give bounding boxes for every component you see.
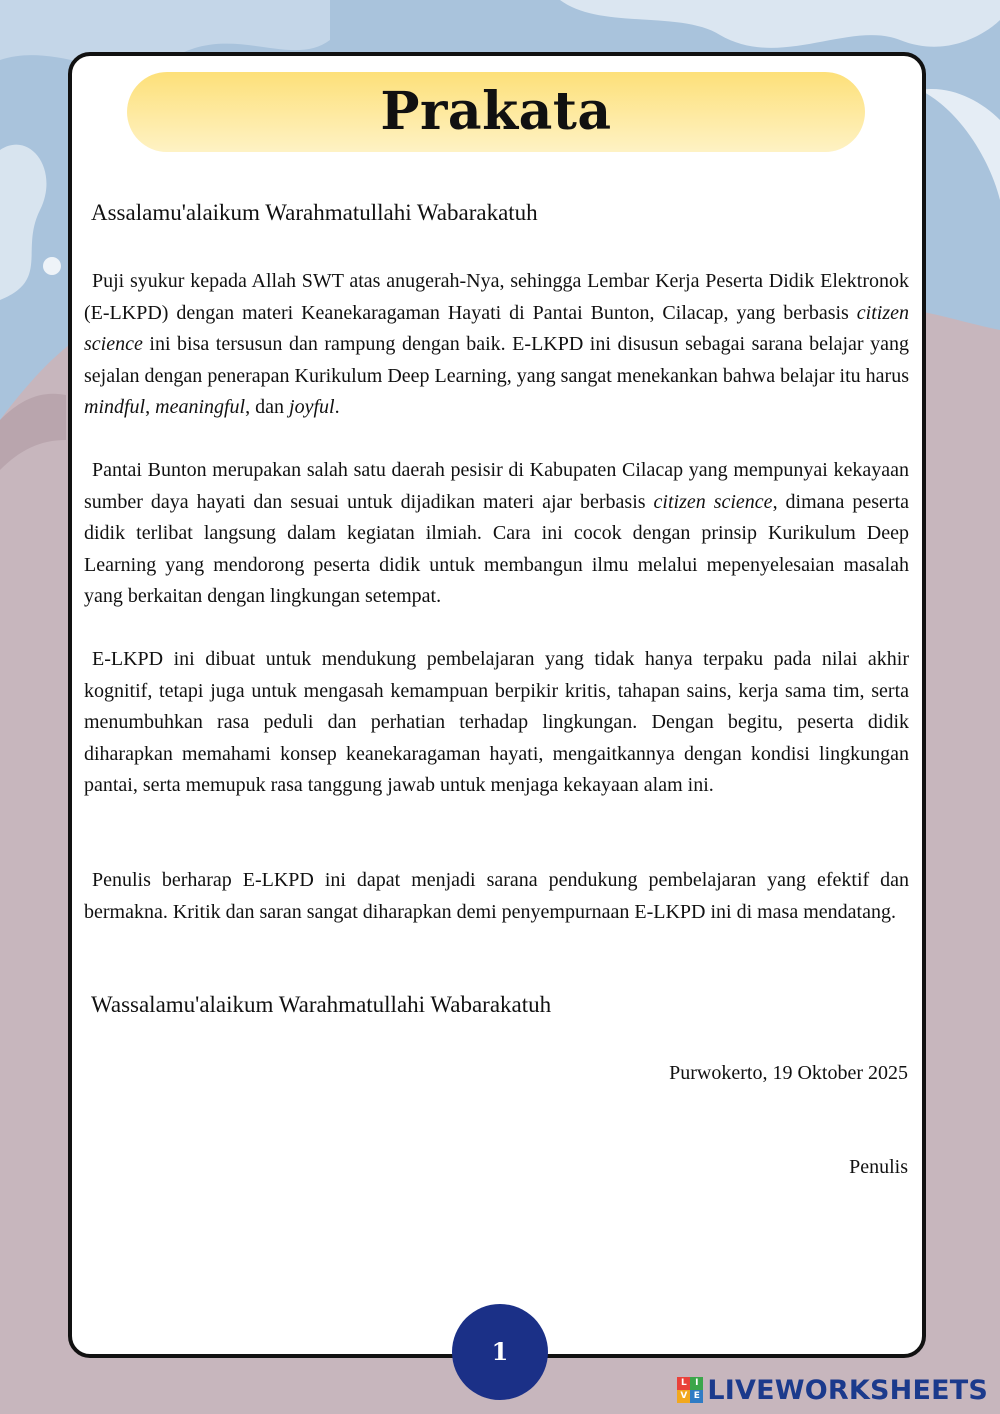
- p1-text-c: ini bisa tersusun dan rampung dengan baik. E-LKPD ini disusun sebagai sarana belajar yang sejalan dengan penerapan Kurikulum Deep Learning, yang sangat menekankan bahwa belajar itu harus: [84, 333, 909, 387]
- logo-letter-e: E: [690, 1390, 703, 1403]
- p1-italic-joyful: joyful: [289, 396, 335, 418]
- paragraph-3: [84, 644, 909, 802]
- p1-italic-citizen-science: citizen science: [84, 301, 909, 355]
- paragraph-2: [84, 455, 909, 613]
- liveworksheets-brand[interactable]: [677, 1372, 988, 1408]
- p1-italic-meaningful: meaningful: [155, 396, 246, 418]
- page-number: 1: [452, 1304, 548, 1400]
- logo-letter-i: I: [690, 1377, 703, 1390]
- p1-text-a: Puji syukur kepada Allah SWT atas anugerah-Nya, sehingga Lembar Kerja Peserta Didik Elektronok (E-LKPD) dengan materi Keanekaragaman Hayati di Pantai Bunton, Cilacap, yang berbasis: [84, 270, 909, 324]
- paragraph-4: [84, 865, 909, 928]
- logo-letter-v: V: [677, 1390, 690, 1403]
- liveworksheets-logo-icon: [677, 1377, 703, 1403]
- p2-text-a: Pantai Bunton merupakan salah satu daerah pesisir di Kabupaten Cilacap yang mempunyai kekayaan sumber daya hayati dan sesuai untuk dijadikan materi ajar berbasis: [84, 459, 909, 513]
- p1-italic-mindful: mindful: [84, 396, 146, 418]
- page-title: Prakata: [380, 81, 612, 142]
- paragraph-1: [84, 266, 909, 424]
- liveworksheets-wordmark: LIVEWORKSHEETS: [707, 1374, 988, 1406]
- p2-text-c: , dimana peserta didik terlibat langsung dalam kegiatan ilmiah. Cara ini cocok dengan prinsip Kurikulum Deep Learning yang mendorong peserta didik untuk membangun ilmu melalui mepenyelesaian masalah yang berkaitan dengan lingkungan setempat.: [84, 490, 910, 607]
- place-date: Purwokerto, 19 Oktober 2025: [669, 1062, 908, 1084]
- p1-text-g: , dan: [245, 396, 290, 418]
- p3-text: E-LKPD ini dibuat untuk mendukung pembelajaran yang tidak hanya terpaku pada nilai akhir kognitif, tetapi juga untuk mengasah kemampuan berpikir kritis, tahapan sains, kerja sama tim, serta menumbuhkan rasa peduli dan perhatian terhadap lingkungan. Dengan begitu, peserta didik diharapkan memahami konsep keanekaragaman hayati, mengaitkannya dengan kondisi lingkungan pantai, serta memupuk rasa tanggung jawab untuk menjaga kekayaan alam ini.: [84, 648, 909, 796]
- greeting-open: Assalamu'alaikum Warahmatullahi Wabarakatuh: [91, 200, 538, 225]
- p1-text-e: ,: [145, 396, 156, 418]
- p1-text-i: .: [334, 396, 340, 418]
- author-signature: Penulis: [849, 1156, 908, 1178]
- greeting-close: Wassalamu'alaikum Warahmatullahi Wabarakatuh: [91, 992, 552, 1017]
- logo-letter-l: L: [677, 1377, 690, 1390]
- p4-text: Penulis berharap E-LKPD ini dapat menjadi sarana pendukung pembelajaran yang efektif dan bermakna. Kritik dan saran sangat diharapkan demi penyempurnaan E-LKPD ini di masa mendatang.: [84, 869, 909, 923]
- p2-italic-citizen-science: citizen science: [653, 490, 773, 513]
